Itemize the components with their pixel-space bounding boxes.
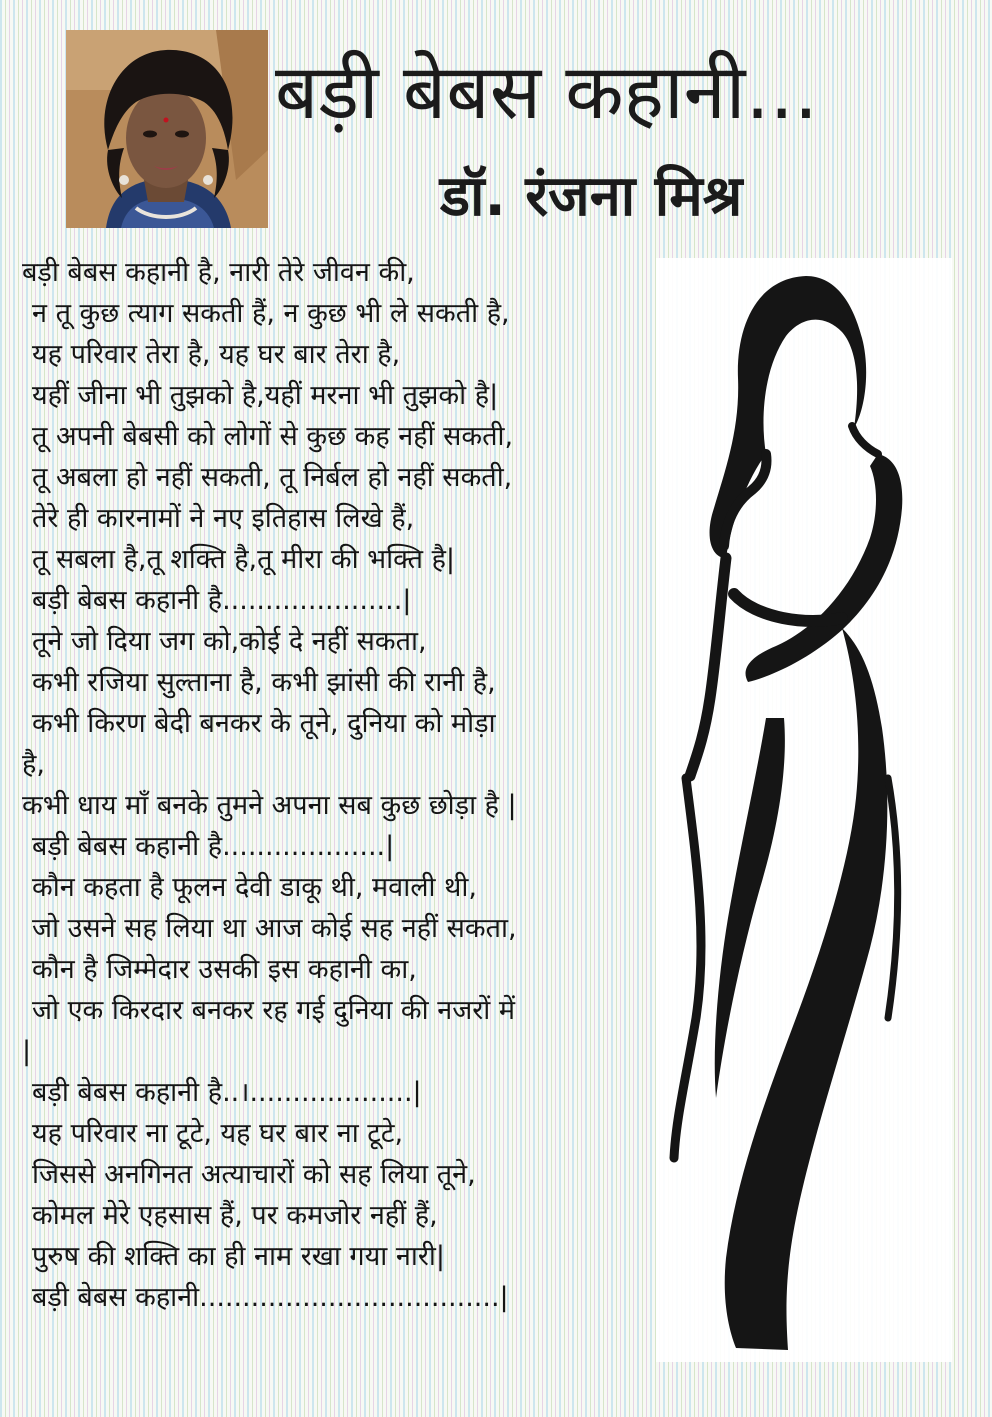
poem-line: तेरे ही कारनामों ने नए इतिहास लिखे हैं, (32, 503, 415, 534)
poem-line: तूने जो दिया जग को,कोई दे नहीं सकता, (32, 626, 427, 657)
poem-line: कौन कहता है फूलन देवी डाकू थी, मवाली थी, (32, 872, 477, 903)
poem-refrain: बड़ी बेबस कहानी है..।...................| (32, 1077, 422, 1108)
saree-woman-silhouette-icon (656, 258, 952, 1362)
poem-line: जो उसने सह लिया था आज कोई सह नहीं सकता, (32, 913, 517, 944)
poem-line: कभी रजिया सुल्ताना है, कभी झांसी की रानी है, (32, 667, 496, 698)
poem-line: तू अबला हो नहीं सकती, तू निर्बल हो नहीं सकती, (32, 462, 513, 493)
poem-line: कौन है जिम्मेदार उसकी इस कहानी का, (32, 954, 417, 985)
poem-refrain: बड़ी बेबस कहानी है.....................| (32, 585, 412, 616)
poem-refrain: बड़ी बेबस कहानी है...................| (32, 831, 395, 862)
author-portrait-image (66, 30, 268, 228)
poem-line: कभी धाय माँ बनके तुमने अपना सब कुछ छोड़ा है | (22, 790, 517, 821)
poem-title: बड़ी बेबस कहानी... (275, 47, 818, 136)
poem-body (22, 252, 652, 1318)
poem-line: जो एक किरदार बनकर रह गई दुनिया की नजरों में (32, 995, 515, 1026)
poem-line: जिससे अनगिनत अत्याचारों को सह लिया तूने, (32, 1159, 476, 1190)
poem-line: कभी किरण बेदी बनकर के तूने, दुनिया को मोड़ा (32, 708, 496, 739)
author-portrait-photo (66, 30, 268, 228)
poem-refrain: बड़ी बेबस कहानी...................................| (32, 1282, 509, 1313)
poem-line: | (22, 1036, 32, 1067)
woman-silhouette-illustration (656, 258, 952, 1362)
poem-line: यहीं जीना भी तुझको है,यहीं मरना भी तुझको है| (32, 380, 499, 411)
poem-line: बड़ी बेबस कहानी है, नारी तेरे जीवन की, (22, 257, 415, 288)
poem-line: यह परिवार ना टूटे, यह घर बार ना टूटे, (32, 1118, 404, 1149)
poem-line: तू सबला है,तू शक्ति है,तू मीरा की भक्ति है| (32, 544, 456, 575)
poem-line: कोमल मेरे एहसास हैं, पर कमजोर नहीं हैं, (32, 1200, 438, 1231)
poem-line: पुरुष की शक्ति का ही नाम रखा गया नारी| (32, 1241, 445, 1272)
poem-line: है, (22, 749, 45, 780)
poem-line: यह परिवार तेरा है, यह घर बार तेरा है, (32, 339, 401, 370)
author-name: डॉ. रंजना मिश्र (440, 164, 743, 229)
poem-line: न तू कुछ त्याग सकती हैं, न कुछ भी ले सकती है, (32, 298, 510, 329)
poem-line: तू अपनी बेबसी को लोगों से कुछ कह नहीं सकती, (32, 421, 514, 452)
